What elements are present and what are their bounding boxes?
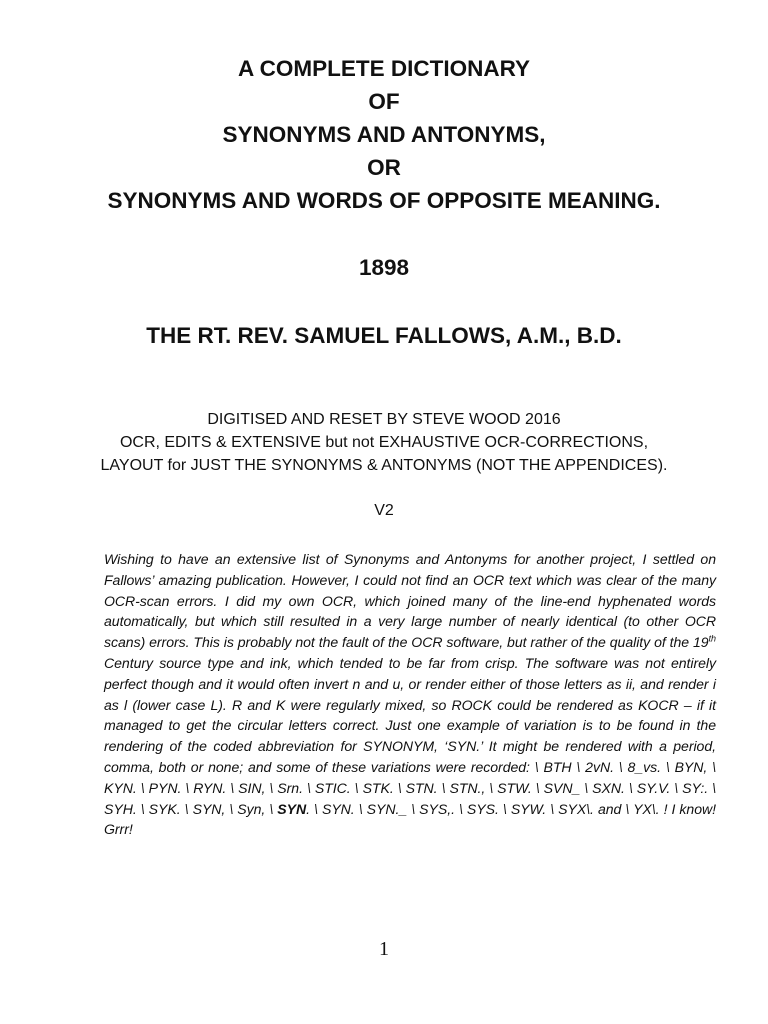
title-line: OF	[368, 89, 400, 114]
title-line: A COMPLETE DICTIONARY	[237, 56, 531, 81]
credits-line: LAYOUT for JUST THE SYNONYMS & ANTONYMS (NOT THE APPENDICES).	[100, 457, 668, 474]
bold-abbreviation: SYN	[277, 800, 307, 817]
intro-text: Wishing to have an extensive list of Synonyms and Antonyms for another project, I settled on Fallows’ amazing publication. However, I could not find an OCR text which was clear of the many OCR-scan errors. I did my own OCR, which joined many of the line-end hyphenated words automatically, but which still resulted in a very large number of nearly identical (to other OCR scans) errors. This is probably not the fault of the OCR software, but rather of the quality of the 19	[104, 551, 716, 651]
credits-line: DIGITISED AND RESET BY STEVE WOOD 2016	[207, 411, 561, 428]
author-name: THE RT. REV. SAMUEL FALLOWS, A.M., B.D.	[146, 323, 622, 348]
page-number: 1	[379, 938, 389, 960]
publication-year: 1898	[358, 255, 410, 280]
book-title	[0, 52, 768, 217]
intro-paragraph	[104, 549, 716, 840]
digitisation-credits	[0, 408, 768, 477]
credits-line: OCR, EDITS & EXTENSIVE but not EXHAUSTIVE OCR-CORRECTIONS,	[119, 434, 649, 451]
title-line: SYNONYMS AND WORDS OF OPPOSITE MEANING.	[107, 188, 661, 213]
version-label: V2	[374, 502, 394, 519]
title-line: OR	[367, 155, 401, 180]
superscript-ordinal: th	[708, 633, 716, 644]
title-line: SYNONYMS AND ANTONYMS,	[222, 122, 546, 147]
intro-text: . \ SYN. \ SYN._ \ SYS,. \ SYS. \ SYW. \ SYX\. and \ YX\. ! I know! Grrr!	[104, 800, 716, 838]
intro-text: Century source type and ink, which tended to be far from crisp. The software was not entirely perfect though and it would often invert n and u, or render either of those letters as ii, and render i as l (lower case L). R and K were regularly mixed, so ROCK could be rendered as KOCR – if it managed to get the circular letters correct. Just one example of variation is to be found in the rendering of the coded abbreviation for SYNONYM, ‘SYN.’ It might be rendered with a period, comma, both or none; and some of these variations were recorded: \ BTH \ 2vN. \ 8_vs. \ BYN, \ KYN. \ PYN. \ RYN. \ SIN, \ Srn. \ STIC. \ STK. \ STN. \ STN., \ STW. \ SVN_ \ SXN. \ SY.V. \ SY:. \ SYH. \ SYK. \ SYN, \ Syn, \	[104, 654, 716, 817]
